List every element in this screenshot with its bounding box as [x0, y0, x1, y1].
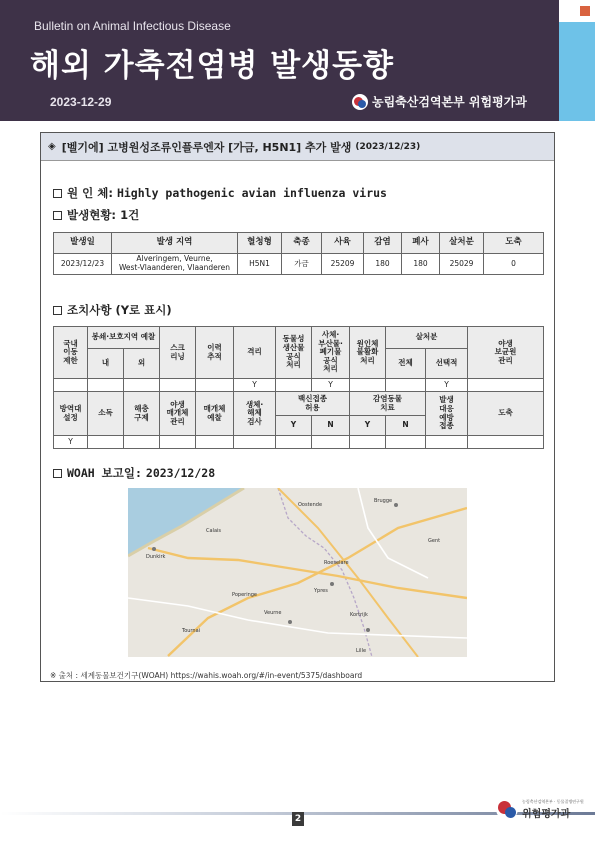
woah-line: WOAH 보고일: 2023/12/28 — [53, 465, 215, 481]
checkbox-square-icon — [53, 211, 62, 220]
measures-table: 국내 이동 제한 봉쇄·보호지역 예찰 스크 리닝 이력 추적 격리 동물성 생산물 공식 처리 사체· 부산물· 폐기물 공식 처리 원인체 불활화 처리 살처분 야생 보균원 관리 내 외 전체 선택적 Y Y Y 방역대 설정 소독 해충 구제 야생 매개체 관리 매개체 예찰 생체· 해체 검사 백신접종 허용 감염동물 치료 발생 대응 예방 접종 도축 Y N Y N Y — [53, 326, 544, 449]
status-line: 발생현황: 1건 — [53, 207, 139, 223]
table-row: Y Y Y — [54, 379, 544, 392]
header-accent-bar — [559, 0, 595, 121]
status-value: 1건 — [120, 208, 140, 222]
woah-date: 2023/12/28 — [145, 466, 216, 480]
pathogen-value: Highly pathogenic avian influenza virus — [116, 186, 387, 200]
checkbox-square-icon — [53, 306, 62, 315]
agency-logo-icon — [352, 94, 368, 110]
bulletin-label: Bulletin on Animal Infectious Disease — [34, 19, 231, 33]
report-date: 2023-12-29 — [50, 95, 112, 109]
footer-department: 위험평가과 — [522, 808, 571, 820]
map-graphic — [128, 488, 467, 657]
footer-agency-small: 농림축산검역본부 · 동물질병연구원 — [522, 798, 584, 804]
heading-text: [벨기에] 고병원성조류인플루엔자 [가금, H5N1] 추가 발생 — [61, 140, 352, 154]
agency-name — [352, 93, 527, 110]
heading-date: (2023/12/23) — [355, 141, 421, 152]
outbreak-table: 발생일 발생 지역 혈청형 축종 사육 감염 폐사 살처분 도축 2023/12/23 Alveringem, Veurne, West-Vlaanderen, Vlaanderen H5N1 가금 25209 180 180 25029 0 — [53, 232, 544, 275]
outbreak-map: Dunkirk Calais Ypres Kortrijk Roeselare Brugge Gent Oostende Lille Poperinge Veurne Tournai — [128, 488, 467, 657]
checkbox-square-icon — [53, 469, 62, 478]
agency-logo-icon — [496, 798, 518, 820]
accent-square-icon — [580, 6, 590, 16]
header-banner — [0, 0, 559, 121]
page-number: 2 — [292, 812, 304, 826]
diamond-icon: ◈ — [48, 141, 56, 152]
agency-label: 농림축산검역본부 위험평가과 — [372, 95, 527, 109]
pathogen-line: 원 인 체: Highly pathogenic avian influenza virus — [53, 185, 387, 201]
measures-line: 조치사항 (Y로 표시) — [53, 302, 172, 318]
footer-logo — [496, 798, 584, 820]
report-box — [40, 132, 555, 682]
source-note: ※ 출처 : 세계동물보건기구(WOAH) https://wahis.woah.org/#/in-event/5375/dashboard — [50, 671, 363, 680]
section-heading — [41, 133, 554, 161]
page-title: 해외 가축전염병 발생동향 — [30, 48, 394, 84]
table-row: 2023/12/23 Alveringem, Veurne, West-Vlaanderen, Vlaanderen H5N1 가금 25209 180 180 25029 0 — [54, 254, 544, 275]
table-row: Y — [54, 436, 544, 449]
checkbox-square-icon — [53, 189, 62, 198]
